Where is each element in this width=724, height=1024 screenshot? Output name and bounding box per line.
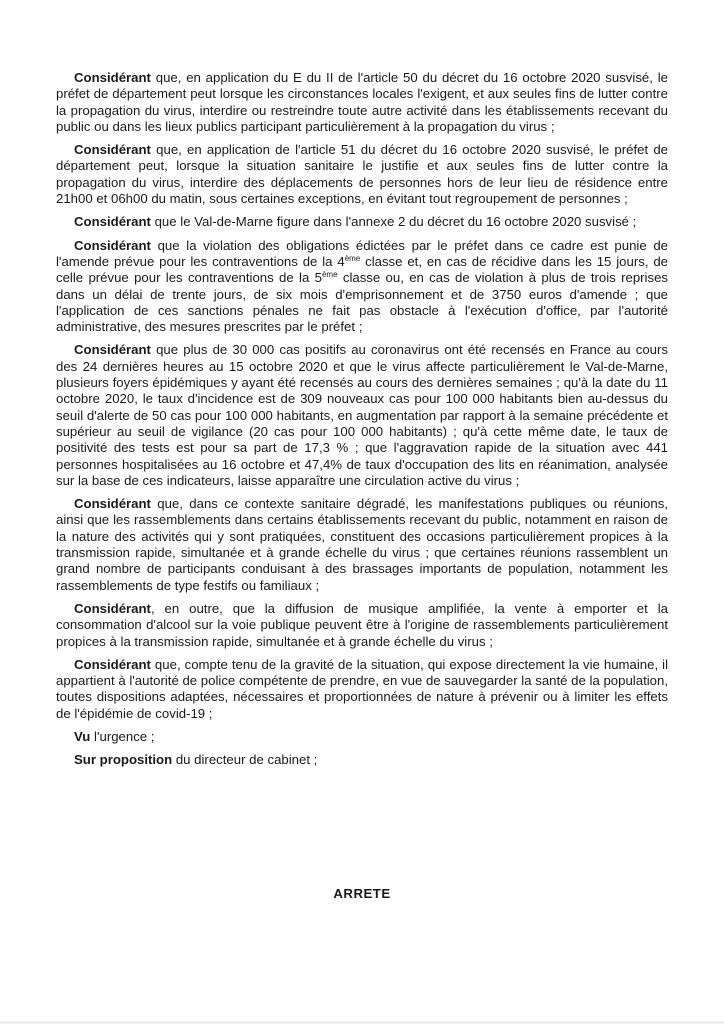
paragraph-text: classe et, en cas de récidive dans les 15 jours, de celle prévue pour les contraventions de la 5 xyxy=(56,253,668,286)
superscript-ordinal: ème xyxy=(344,253,361,263)
paragraph-consideration-3 xyxy=(56,214,668,230)
paragraph-text: que, dans ce contexte sanitaire dégradé, les manifestations publiques ou réunions, ainsi que les rassemblements dans certains établissements recevant du public, notamment en raison de la nature des activités qui y sont pratiquées, constituent des occasions particulièrement propices à la transmission rapide, simultanée et à grande échelle du virus ; que certaines réunions rassemblent un grand nombre de participants conduisant à des brassages importants de population, notamment les rassemblements de type festifs ou familiaux ; xyxy=(56,496,668,593)
paragraph-consideration-5 xyxy=(56,342,668,489)
paragraph-sur-proposition xyxy=(56,752,668,768)
paragraph-text: que, compte tenu de la gravité de la situation, qui expose directement la vie humaine, il appartient à l'autorité de police compétente de prendre, en vue de sauvegarder la santé de la population, toutes dispositions adaptées, nécessaires et proportionnées de nature à prévenir ou à limiter les effets de l'épidémie de covid-19 ; xyxy=(56,656,668,721)
lead-word: Considérant xyxy=(74,214,151,230)
paragraph-consideration-2 xyxy=(56,142,668,207)
lead-word: Considérant xyxy=(74,70,151,85)
paragraph-text: classe ou, en cas de violation à plus de trois reprises dans un délai de trente jours, de six mois d'emprisonnement et de 3750 euros d'amende ; que l'application de ces sanctions pénales ne fait pas obstacle à l'exécution d'office, par l'autorité administrative, des mesures prescrites par le préfet ; xyxy=(56,270,668,335)
paragraph-text: que plus de 30 000 cas positifs au coronavirus ont été recensés en France au cours des 24 dernières heures au 15 octobre 2020 et que le virus affecte particulièrement le Val-de-Marne, plusieurs foyers épidémiques y ayant été recensés au cours des dernières semaines ; qu'à la date du 11 octobre 2020, le taux d'incidence est de 309 nouveaux cas pour 100 000 habitants bien au-dessus du seuil d'alerte de 50 cas pour 100 000 habitants, en augmentation par rapport à la semaine précédente et supérieur au seuil de vigilance (20 cas pour 100 000 habitants) ; qu'à cette même date, le taux de positivité des tests est pour sa part de 17,3 % ; que l'aggravation rapide de la situation avec 441 personnes hospitalisées au 16 octobre et 47,4% de taux d'occupation des lits en réanimation, analysée sur la base de ces indicateurs, laisse apparaître une circulation active du virus ; xyxy=(56,342,668,488)
paragraph-consideration-6 xyxy=(56,496,668,594)
paragraph-text: que, en application de l'article 51 du décret du 16 octobre 2020 susvisé, le préfet de département peut, lorsque la situation sanitaire le justifie et aux seules fins de lutter contre la propagation du virus, interdire des déplacements de personnes hors de leur lieu de résidence entre 21h00 et 06h00 du matin, sous certaines exceptions, en évitant tout regroupement de personnes ; xyxy=(56,142,668,207)
superscript-ordinal: ème xyxy=(321,270,338,280)
paragraph-consideration-1 xyxy=(56,70,668,135)
paragraph-text: que, en application du E du II de l'article 50 du décret du 16 octobre 2020 susvisé, le préfet de département peut lorsque les circonstances locales l'exigent, et aux seules fins de lutter contre la propagation du virus, interdire ou restreindre toute autre activité dans les établissements recevant du public ou dans les lieux publics participant particulièrement à la propagation du virus ; xyxy=(56,70,668,134)
paragraph-text: que le Val-de-Marne figure dans l'annexe 2 du décret du 16 octobre 2020 susvisé ; xyxy=(150,214,637,230)
lead-word: Considérant xyxy=(74,237,151,253)
paragraph-consideration-7 xyxy=(56,601,668,650)
paragraph-vu xyxy=(56,729,668,745)
paragraph-text: l'urgence ; xyxy=(90,728,155,744)
lead-word: Sur proposition xyxy=(74,752,173,768)
paragraph-text: , en outre, que la diffusion de musique amplifiée, la vente à emporter et la consommation d'alcool sur la voie publique peuvent être à l'origine de rassemblements particulièrement propices à la transmission rapide, simultanée et à grande échelle du virus ; xyxy=(56,600,668,649)
paragraph-text: que la violation des obligations édictées par le préfet dans ce cadre est punie de l'amende prévue pour les contraventions de la 4 xyxy=(56,237,668,269)
lead-word: Considérant xyxy=(74,142,151,158)
paragraph-consideration-4 xyxy=(56,238,668,336)
paragraph-consideration-8 xyxy=(56,657,668,722)
lead-word: Considérant xyxy=(74,656,151,672)
lead-word: Considérant xyxy=(74,600,151,616)
paragraph-text: du directeur de cabinet ; xyxy=(172,752,318,768)
lead-word: Vu xyxy=(74,728,91,744)
lead-word: Considérant xyxy=(74,342,151,358)
lead-word: Considérant xyxy=(74,496,151,512)
decree-title: ARRETE xyxy=(333,886,391,901)
considerations-block xyxy=(56,70,668,776)
